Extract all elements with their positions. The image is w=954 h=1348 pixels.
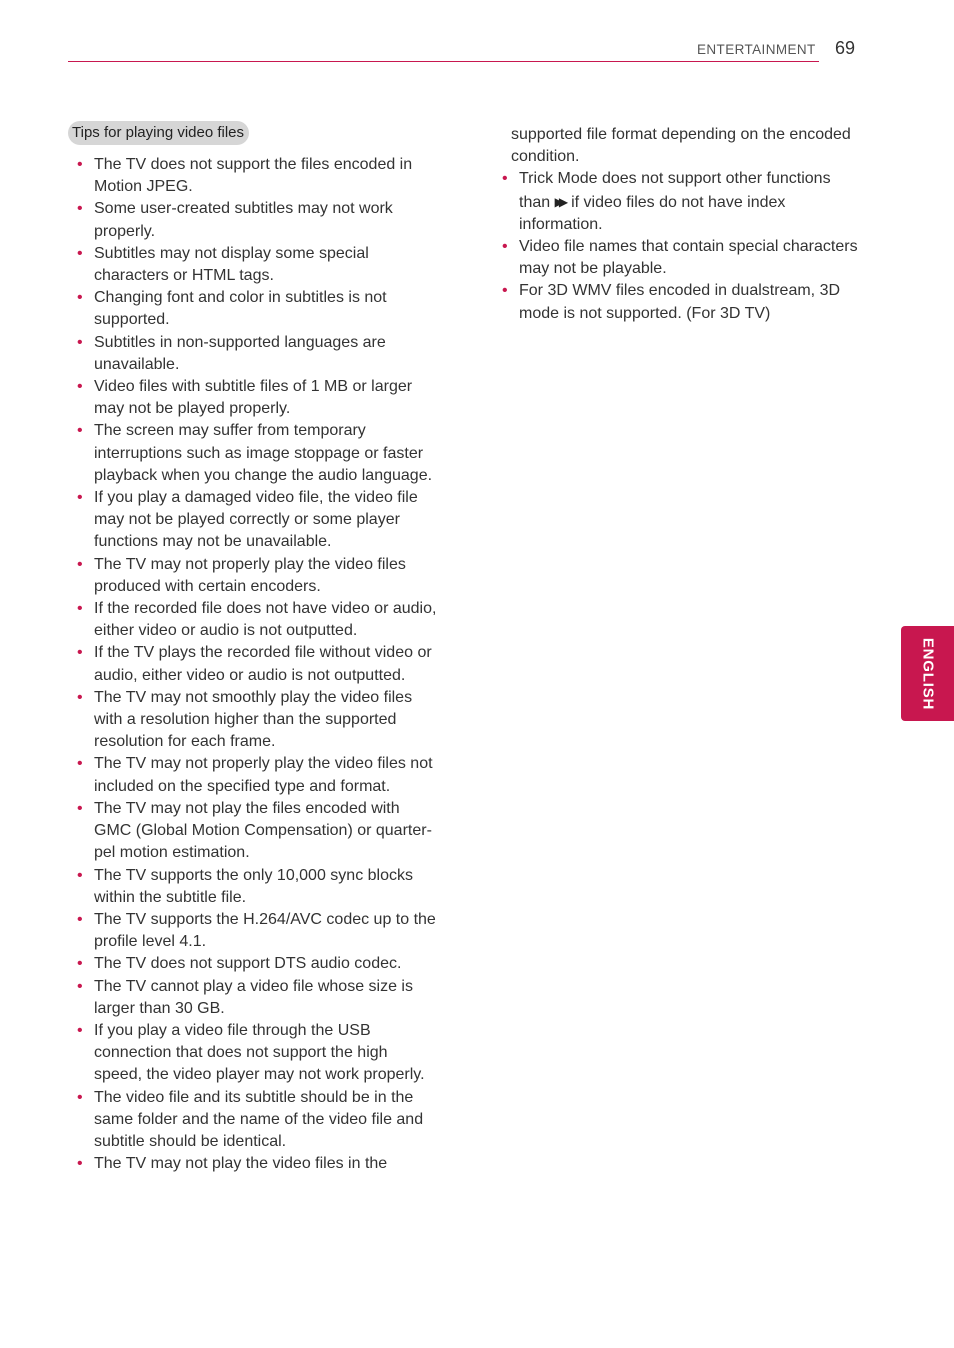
list-item-text: The TV may not play the files encoded with GMC (Global Motion Compensation) or quarter-pel motion estimation. [94,799,432,862]
bullet-icon: • [77,955,83,973]
bullet-icon: • [77,755,83,773]
list-item-text: The TV cannot play a video file whose size is larger than 30 GB. [94,977,413,1017]
list-item [70,976,440,1020]
continued-paragraph: supported file format depending on the encoded condition. [511,126,851,166]
list-item [70,1087,440,1154]
bullet-icon: • [77,688,83,706]
list-item-text: The video file and its subtitle should be in the same folder and the name of the video file and subtitle should be identical. [94,1088,424,1150]
list-item-text: The TV may not properly play the video files produced with certain encoders. [94,555,406,595]
list-item [70,865,440,909]
list-item [70,554,440,598]
list-item [70,287,440,331]
bullet-icon: • [77,644,83,662]
bullet-icon: • [77,600,83,618]
list-item-text: If the recorded file does not have video or audio, either video or audio is not outputted. [94,600,437,640]
list-item [495,168,865,236]
bullet-icon: • [77,200,83,218]
bullet-icon: • [77,244,83,262]
tips-list-right [495,168,865,324]
bullet-icon: • [77,866,83,884]
bullet-icon: • [77,156,83,173]
left-column [70,121,440,1175]
list-item [495,280,865,324]
list-item-text: Video file names that contain special characters may not be playable. [519,238,858,278]
list-item [70,243,440,287]
fast-forward-icon: ▶▶ [554,194,564,209]
list-item-text: The TV may not play the video files in the [94,1155,388,1173]
list-item [70,1020,440,1087]
list-item-text: Subtitles in non-supported languages are unavailable. [94,333,386,373]
list-item [70,1153,440,1175]
list-item [70,687,440,754]
list-item [70,753,440,797]
list-item-text: Subtitles may not display some special characters or HTML tags. [94,244,369,285]
list-item-text: If the TV plays the recorded file without video or audio, either video or audio is not outputted. [94,644,432,684]
list-item [70,953,440,975]
list-item-text: Some user-created subtitles may not work properly. [94,200,393,240]
bullet-icon: • [77,378,83,396]
list-item-text: The TV supports the H.264/AVC codec up to the profile level 4.1. [94,910,436,951]
list-item-text: If you play a damaged video file, the video file may not be played correctly or some player functions may not be unavailable. [94,489,418,551]
header-rule [68,61,819,62]
right-column [495,124,865,325]
list-item [70,154,440,198]
list-item [70,642,440,686]
list-item-text: The TV may not smoothly play the video files with a resolution higher than the supported resolution for each frame. [94,688,413,751]
list-item [70,376,440,420]
tips-heading: Tips for playing video files [68,121,249,145]
bullet-icon: • [77,289,83,307]
bullet-icon: • [502,238,508,256]
bullet-icon: • [77,977,83,995]
language-tab [901,626,954,721]
list-item-text: Video files with subtitle files of 1 MB or larger may not be played properly. [94,378,413,418]
list-item [70,909,440,953]
list-item-text: For 3D WMV files encoded in dualstream, 3D mode is not supported. (For 3D TV) [519,282,841,322]
bullet-icon: • [502,282,508,300]
bullet-icon: • [77,799,83,817]
list-item-text: The TV does not support DTS audio codec. [94,955,402,973]
bullet-icon: • [77,333,83,351]
list-item-text: Changing font and color in subtitles is not supported. [94,289,387,329]
tips-list-left [70,154,440,1175]
bullet-icon: • [77,489,83,507]
list-item [70,598,440,642]
language-tab-label: ENGLISH [919,637,936,710]
page-number: 69 [835,38,856,58]
bullet-icon: • [77,555,83,573]
bullet-icon: • [77,422,83,440]
bullet-icon: • [502,170,508,188]
bullet-icon: • [77,1088,83,1106]
bullet-icon: • [77,910,83,928]
list-item-text: The TV does not support the files encoded in Motion JPEG. [94,156,413,196]
list-item [70,332,440,376]
trick-mode-text-after: if video files do not have index information. [519,193,786,233]
list-item-text: The TV may not properly play the video files not included on the specified type and format. [94,755,433,795]
list-item [70,420,440,487]
list-item [70,798,440,865]
list-item-text: If you play a video file through the USB connection that does not support the high speed, the video player may not work properly. [94,1021,425,1084]
list-item [495,236,865,280]
list-item [70,198,440,242]
list-item [70,487,440,554]
bullet-icon: • [77,1155,83,1173]
section-label: ENTERTAINMENT [697,42,816,57]
bullet-icon: • [77,1021,83,1039]
list-item-text: The screen may suffer from temporary interruptions such as image stoppage or faster playback when you change the audio language. [94,422,433,484]
list-item-text: The TV supports the only 10,000 sync blocks within the subtitle file. [94,866,413,906]
trick-mode-text-before: Trick Mode does not support other functions than [519,170,831,211]
